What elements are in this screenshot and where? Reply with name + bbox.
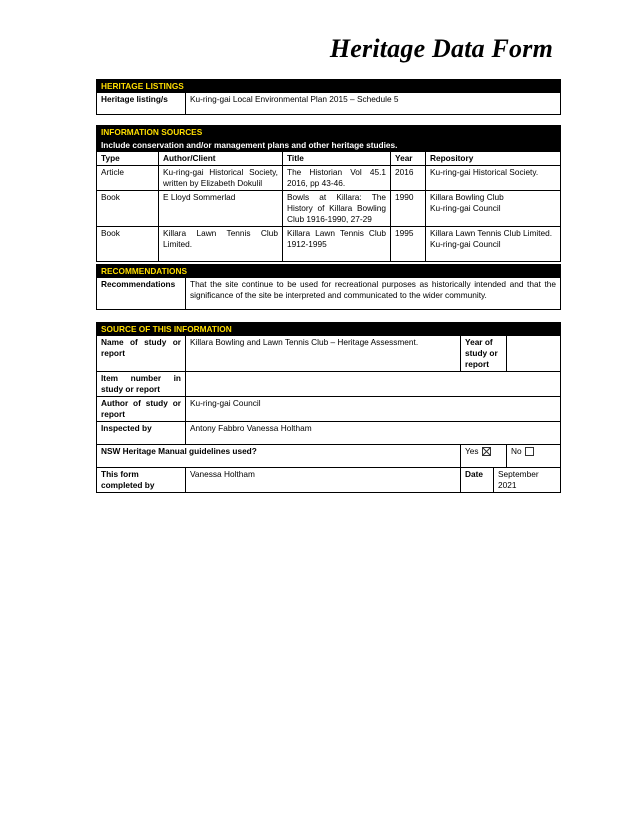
form-completed-label: This form completed by (97, 468, 186, 493)
page-title: Heritage Data Form (329, 34, 553, 63)
information-sources-table (96, 125, 561, 262)
col-header-year: Year (391, 152, 426, 166)
heritage-listings-table (96, 79, 561, 115)
heritage-listings-header: HERITAGE LISTINGS (97, 80, 561, 93)
cell-author: Killara Lawn Tennis Club Limited. (159, 227, 283, 262)
cell-type: Book (97, 227, 159, 262)
cell-type: Book (97, 191, 159, 227)
inspected-by-value: Antony Fabbro Vanessa Holtham (186, 422, 561, 445)
name-of-study-value: Killara Bowling and Lawn Tennis Club – Heritage Assessment. (186, 336, 461, 372)
author-label: Author of study or report (97, 397, 186, 422)
item-number-value (186, 372, 561, 397)
col-header-author: Author/Client (159, 152, 283, 166)
cell-title: The Historian Vol 45.1 2016, pp 43-46. (283, 166, 391, 191)
recommendations-header: RECOMMENDATIONS (97, 265, 561, 278)
source-table (96, 322, 561, 493)
cell-repository: Ku-ring-gai Historical Society. (426, 166, 561, 191)
table-row (97, 227, 561, 262)
form-completed-value: Vanessa Holtham (186, 468, 461, 493)
recommendations-value: That the site continue to be used for recreational purposes as historically intended and that the significance of the site be interpreted and communicated to the wider community. (186, 278, 561, 310)
guidelines-no[interactable] (507, 445, 561, 468)
col-header-repository: Repository (426, 152, 561, 166)
recommendations-table (96, 264, 561, 310)
cell-title: Killara Lawn Tennis Club 1912-1995 (283, 227, 391, 262)
cell-repository: Killara Bowling Club Ku-ring-gai Council (426, 191, 561, 227)
checked-x-icon (483, 448, 490, 455)
col-header-type: Type (97, 152, 159, 166)
table-row (97, 191, 561, 227)
cell-author: E Lloyd Sommerlad (159, 191, 283, 227)
name-of-study-label: Name of study or report (97, 336, 186, 372)
heritage-listing-value: Ku-ring-gai Local Environmental Plan 2015 – Schedule 5 (186, 93, 561, 115)
information-sources-header: INFORMATION SOURCES (97, 126, 561, 139)
year-of-study-label: Year of study or report (461, 336, 507, 372)
recommendations-label: Recommendations (97, 278, 186, 310)
guidelines-yes[interactable] (461, 445, 507, 468)
date-value: September 2021 (494, 468, 561, 493)
yes-checkbox[interactable] (482, 447, 491, 456)
heritage-listing-label: Heritage listing/s (97, 93, 186, 115)
no-label: No (511, 446, 522, 456)
yes-label: Yes (465, 446, 479, 456)
inspected-by-label: Inspected by (97, 422, 186, 445)
author-value: Ku-ring-gai Council (186, 397, 561, 422)
col-header-title: Title (283, 152, 391, 166)
cell-repository: Killara Lawn Tennis Club Limited. Ku-ring-gai Council (426, 227, 561, 262)
table-row (97, 166, 561, 191)
no-checkbox[interactable] (525, 447, 534, 456)
date-label: Date (461, 468, 494, 493)
item-number-label: Item number in study or report (97, 372, 186, 397)
source-header: SOURCE OF THIS INFORMATION (97, 323, 561, 336)
cell-year: 2016 (391, 166, 426, 191)
year-of-study-value (507, 336, 561, 372)
cell-title: Bowls at Killara: The History of Killara Bowling Club 1916-1990, 27-29 (283, 191, 391, 227)
cell-author: Ku-ring-gai Historical Society, written by Elizabeth Dokulil (159, 166, 283, 191)
cell-year: 1995 (391, 227, 426, 262)
guidelines-label: NSW Heritage Manual guidelines used? (97, 445, 461, 468)
cell-year: 1990 (391, 191, 426, 227)
cell-type: Article (97, 166, 159, 191)
information-sources-subheader: Include conservation and/or management plans and other heritage studies. (97, 139, 561, 152)
